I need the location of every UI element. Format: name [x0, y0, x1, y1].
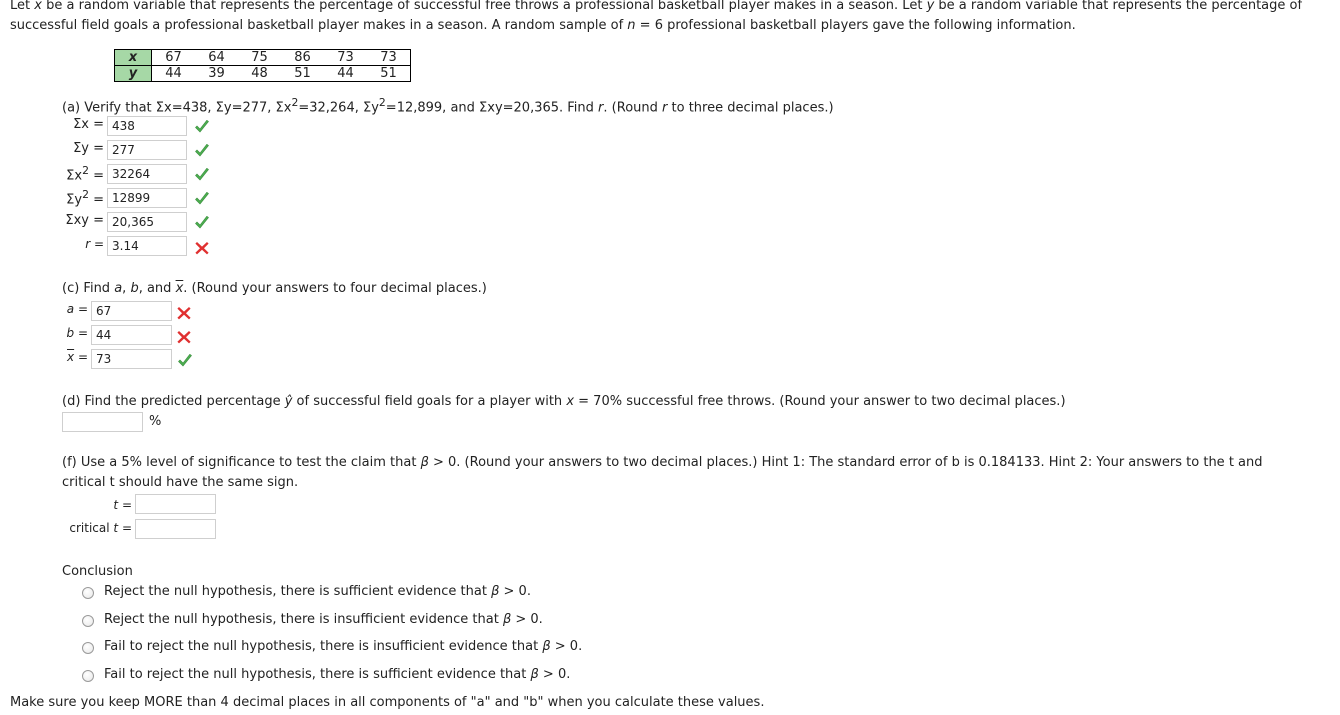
table-row-y: [115, 66, 411, 82]
option-text: Reject the null hypothesis, there is insufficient evidence that: [104, 612, 503, 627]
intro-line-1: [10, 0, 1302, 16]
var-x: x: [34, 0, 42, 13]
prompt-text: (a) Verify that Σx=438, Σy=277, Σx: [62, 100, 292, 116]
option-text: > 0.: [499, 584, 531, 599]
conclusion-option-2[interactable]: [104, 612, 543, 627]
percent-unit: %: [149, 414, 162, 429]
table-cell: 67: [152, 50, 196, 66]
critical-t-input[interactable]: [135, 519, 216, 539]
part-f-prompt-line-1: [62, 453, 1263, 473]
var-x-bar: $\overline{x}$: [67, 350, 75, 364]
prompt-text: =12,899, and Σxy=20,365. Find: [385, 100, 599, 116]
label-text: =: [74, 350, 88, 364]
conclusion-radio-3[interactable]: [82, 642, 94, 654]
label-text: =: [118, 521, 132, 535]
a-label: [67, 302, 88, 316]
sum-y-squared-label: [66, 188, 104, 207]
var-a: a: [114, 281, 123, 296]
sum-x-squared-label: [66, 164, 104, 183]
sum-y-squared-input[interactable]: [107, 188, 187, 208]
sum-xy-input[interactable]: [107, 212, 187, 232]
option-text: > 0.: [511, 612, 543, 627]
intro-text: be a random variable that represents the percentage of successful free throws a professional basketball player makes in a season. Let: [41, 0, 927, 13]
var-beta: β: [542, 639, 551, 654]
check-icon: [176, 352, 194, 370]
sum-y-label: Σy =: [73, 141, 104, 156]
sum-xy-label: Σxy =: [65, 213, 104, 228]
table-cell: 86: [281, 50, 324, 66]
intro-line-2: [10, 16, 1076, 36]
table-cell: 44: [324, 66, 367, 82]
intro-text: Let: [10, 0, 35, 13]
sum-x-squared-input[interactable]: [107, 164, 187, 184]
table-cell: 48: [238, 66, 281, 82]
conclusion-option-4[interactable]: [104, 667, 570, 682]
sum-y-input[interactable]: [107, 140, 187, 160]
var-b: b: [130, 281, 139, 296]
var-b: b: [66, 326, 75, 340]
option-text: Fail to reject the null hypothesis, there is sufficient evidence that: [104, 667, 531, 682]
t-statistic-input[interactable]: [135, 494, 216, 514]
var-beta: β: [491, 584, 500, 599]
critical-t-label: [69, 521, 132, 535]
var-a: a: [66, 302, 75, 316]
table-cell: 51: [367, 66, 411, 82]
prompt-text: , and: [138, 281, 176, 296]
table-cell: 73: [367, 50, 411, 66]
table-cell: 44: [152, 66, 196, 82]
table-row-x: [115, 50, 411, 66]
var-n: n: [627, 18, 636, 33]
var-r: r: [85, 237, 91, 251]
var-beta: β: [420, 455, 429, 470]
t-label: [113, 498, 132, 512]
sum-x-label: Σx =: [73, 117, 104, 132]
option-text: Reject the null hypothesis, there is sufficient evidence that: [104, 584, 492, 599]
label-text: =: [118, 498, 132, 512]
intro-text: be a random variable that represents the percentage of: [934, 0, 1303, 13]
var-y-hat: ŷ: [284, 394, 293, 409]
table-cell: 75: [238, 50, 281, 66]
table-cell: 73: [324, 50, 367, 66]
label-text: =: [88, 192, 104, 208]
label-text: =: [74, 302, 88, 316]
b-label: [67, 326, 89, 340]
prompt-text: (f) Use a 5% level of significance to test the claim that: [62, 455, 421, 470]
predicted-y-input[interactable]: [62, 412, 143, 432]
var-beta: β: [530, 667, 539, 682]
prompt-text: to three decimal places.): [667, 100, 834, 116]
intro-text: = 6 professional basketball players gave the following information.: [635, 18, 1076, 33]
check-icon: [193, 166, 211, 184]
data-table: [114, 49, 411, 82]
r-input[interactable]: [107, 236, 187, 256]
var-x-bar: $\overline{x}$: [175, 281, 184, 296]
conclusion-option-1[interactable]: [104, 584, 531, 599]
label-text: Σy: [66, 192, 83, 208]
prompt-text: > 0. (Round your answers to two decimal places.) Hint 1: The standard error of b is 0.184133. Hint 2: Your answers to the t and: [428, 455, 1263, 470]
table-cell: 39: [195, 66, 238, 82]
var-r: r: [598, 100, 604, 116]
var-x: x: [566, 394, 575, 409]
prompt-text: =32,264, Σy: [298, 100, 379, 116]
superscript: 2: [82, 164, 89, 177]
b-input[interactable]: [91, 325, 172, 345]
part-c-prompt: [62, 279, 487, 299]
conclusion-radio-4[interactable]: [82, 670, 94, 682]
part-d-prompt: [62, 392, 1066, 412]
prompt-text: = 70% successful free throws. (Round your answer to two decimal places.): [574, 394, 1066, 409]
prompt-text: of successful field goals for a player with: [292, 394, 567, 409]
x-bar-label: [67, 350, 88, 364]
r-label: [85, 237, 104, 251]
table-header-y: y: [115, 66, 152, 82]
option-text: > 0.: [550, 639, 583, 654]
table-cell: 51: [281, 66, 324, 82]
option-text: Fail to reject the null hypothesis, there is insufficient evidence that: [104, 639, 543, 654]
conclusion-option-3[interactable]: [104, 639, 582, 654]
part-f-prompt-line-2: critical t should have the same sign.: [62, 475, 299, 490]
x-mark-icon: [193, 239, 211, 257]
var-t: t: [113, 521, 119, 535]
superscript: 2: [378, 96, 386, 109]
check-icon: [193, 190, 211, 208]
x-mark-icon: [175, 328, 193, 346]
footer-note: Make sure you keep MORE than 4 decimal places in all components of "a" and "b" when you calculate these values.: [10, 695, 765, 710]
label-text: Σx: [66, 168, 83, 184]
label-text: critical: [69, 521, 114, 535]
conclusion-radio-2[interactable]: [82, 615, 94, 627]
conclusion-radio-1[interactable]: [82, 587, 94, 599]
x-bar-input[interactable]: [91, 349, 172, 369]
superscript: 2: [291, 96, 299, 109]
prompt-text: (d) Find the predicted percentage: [62, 394, 285, 409]
table-header-x: x: [115, 50, 152, 66]
check-icon: [193, 118, 211, 136]
sum-x-input[interactable]: [107, 116, 187, 136]
a-input[interactable]: [91, 301, 172, 321]
var-r: r: [662, 100, 668, 116]
label-text: =: [90, 237, 104, 251]
part-a-prompt: [62, 93, 834, 118]
var-beta: β: [502, 612, 512, 627]
prompt-text: . (Round your answers to four decimal places.): [183, 281, 487, 296]
check-icon: [193, 142, 211, 160]
conclusion-heading: Conclusion: [62, 564, 133, 579]
intro-text: successful field goals a professional basketball player makes in a season. A random sample of: [10, 18, 628, 33]
label-text: =: [74, 326, 88, 340]
var-y: y: [926, 0, 935, 13]
prompt-text: (c) Find: [62, 281, 115, 296]
prompt-text: . (Round: [603, 100, 663, 116]
option-text: > 0.: [538, 667, 571, 682]
superscript: 2: [82, 188, 89, 201]
check-icon: [193, 214, 211, 232]
var-t: t: [113, 498, 119, 512]
prompt-text: ,: [122, 281, 131, 296]
table-cell: 64: [195, 50, 238, 66]
label-text: =: [88, 168, 104, 184]
x-mark-icon: [175, 304, 193, 322]
